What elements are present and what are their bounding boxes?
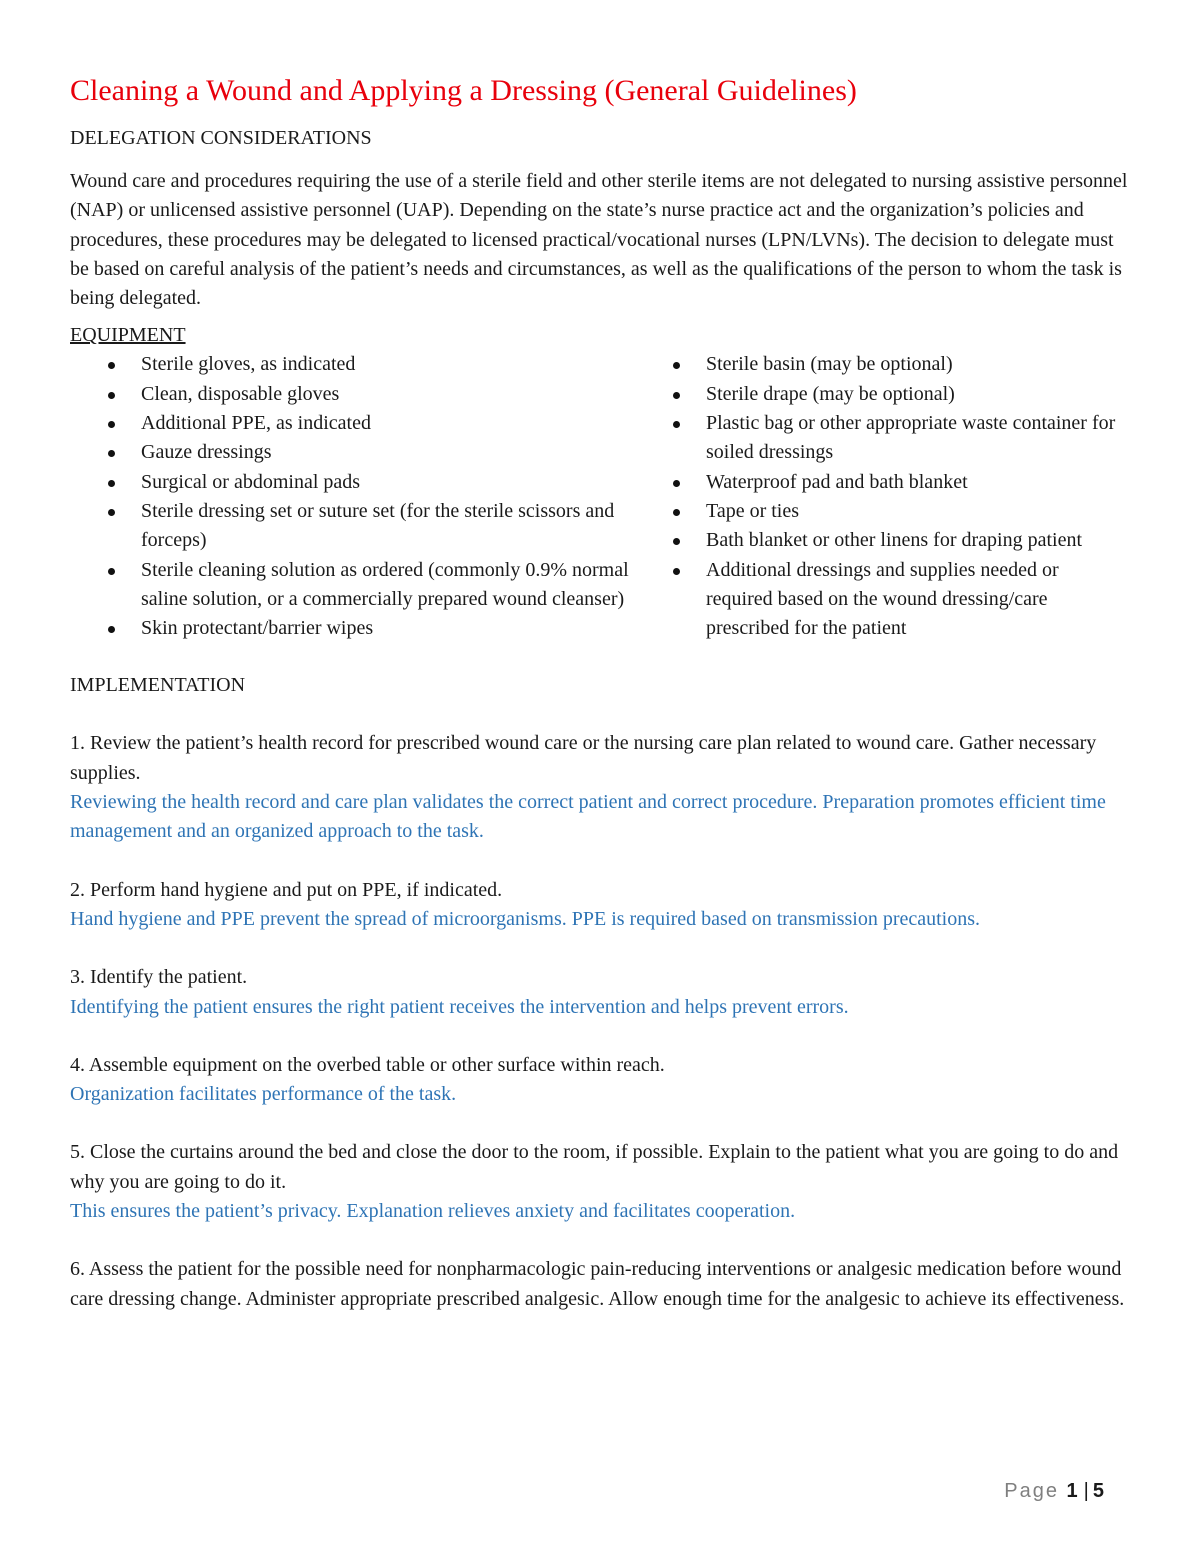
equipment-item-text: Skin protectant/barrier wipes [141,617,374,640]
equipment-item-text: Bath blanket or other linens for draping patient [706,529,1083,552]
bullet-icon [108,480,115,487]
page-footer [1004,1480,1106,1503]
equipment-item [635,380,1130,409]
equipment-item [635,526,1130,555]
bullet-icon [673,568,680,575]
step-action: 2. Perform hand hygiene and put on PPE, if indicated. [70,878,503,901]
bullet-icon [108,509,115,516]
footer-separator: | [1083,1480,1089,1502]
step-rationale: Identifying the patient ensures the right patient receives the intervention and helps prevent errors. [70,995,849,1018]
step-action: 1. Review the patient’s health record for prescribed wound care or the nursing care plan related to wound care. Gather necessary supplies. [70,732,1097,784]
bullet-icon [673,538,680,545]
bullet-icon [108,392,115,399]
equipment-item [70,380,635,409]
equipment-item-text: Waterproof pad and bath blanket [706,470,968,493]
bullet-icon [108,450,115,457]
equipment-item-text: Sterile cleaning solution as ordered (commonly 0.9% normal saline solution, or a commercially prepared wound cleanser) [141,558,629,610]
equipment-item [635,468,1130,497]
footer-total-pages: 5 [1092,1480,1106,1502]
equipment-item-text: Surgical or abdominal pads [141,470,361,493]
equipment-item-text: Clean, disposable gloves [141,382,340,405]
footer-current-page: 1 [1066,1480,1080,1502]
equipment-item-text: Additional dressings and supplies needed or required based on the wound dressing/care prescribed for the patient [706,558,1059,640]
implementation-heading: IMPLEMENTATION [70,674,246,697]
equipment-item [70,468,635,497]
document-page [70,72,1130,1314]
step-action: 4. Assemble equipment on the overbed table or other surface within reach. [70,1053,665,1076]
bullet-icon [673,392,680,399]
implementation-step [70,876,1130,935]
equipment-item [635,409,1130,468]
bullet-icon [673,362,680,369]
step-action: 3. Identify the patient. [70,966,248,989]
equipment-item [70,350,635,379]
equipment-item-text: Tape or ties [706,499,800,522]
implementation-step [70,1138,1130,1226]
equipment-item [70,438,635,467]
equipment-item-text: Plastic bag or other appropriate waste container for soiled dressings [706,412,1116,464]
document-title: Cleaning a Wound and Applying a Dressing (General Guidelines) [70,74,857,107]
equipment-list-right [635,350,1130,643]
equipment-item [70,497,635,556]
equipment-heading: EQUIPMENT [70,324,186,347]
equipment-item [635,350,1130,379]
step-action: 6. Assess the patient for the possible need for nonpharmacologic pain-reducing interventions or analgesic medication before wound care dressing change. Administer appropriate prescribed analgesic. Allow enough time for the analgesic to achieve its effectiveness. [70,1258,1125,1310]
bullet-icon [108,626,115,633]
step-rationale: Organization facilitates performance of the task. [70,1083,457,1106]
implementation-step [70,1051,1130,1110]
equipment-item [70,409,635,438]
step-rationale: Reviewing the health record and care plan validates the correct patient and correct procedure. Preparation promotes efficient time management and an organized approach to the task. [70,791,1106,843]
bullet-icon [108,362,115,369]
implementation-step [70,963,1130,1022]
step-rationale: Hand hygiene and PPE prevent the spread of microorganisms. PPE is required based on transmission precautions. [70,907,981,930]
implementation-step [70,729,1130,846]
equipment-list-left [70,350,635,643]
bullet-icon [108,568,115,575]
equipment-item-text: Gauze dressings [141,441,272,464]
implementation-step [70,1255,1130,1314]
delegation-heading: DELEGATION CONSIDERATIONS [70,127,372,149]
equipment-item-text: Sterile basin (may be optional) [706,353,953,376]
bullet-icon [673,421,680,428]
equipment-item-text: Sterile drape (may be optional) [706,382,955,405]
equipment-item [635,556,1130,644]
equipment-item [635,497,1130,526]
equipment-item [70,614,635,643]
equipment-item-text: Sterile dressing set or suture set (for the sterile scissors and forceps) [141,499,615,552]
delegation-text: Wound care and procedures requiring the use of a sterile field and other sterile items are not delegated to nursing assistive personnel (NAP) or unlicensed assistive personnel (UAP). Depending on the state’s nurse practice act and the organization’s policies and procedures, these procedures may be delegated to licensed practical/vocational nurses (LPN/LVNs). The decision to delegate must be based on careful analysis of the patient’s needs and circumstances, as well as the qualifications of the person to whom the task is being delegated. [70,170,1128,310]
step-action: 5. Close the curtains around the bed and close the door to the room, if possible. Explain to the patient what you are going to do and why you are going to do it. [70,1141,1119,1193]
equipment-columns [70,350,1130,643]
footer-page-word: Page [1004,1480,1059,1502]
implementation-steps [70,729,1130,1313]
equipment-item-text: Sterile gloves, as indicated [141,353,356,376]
bullet-icon [673,509,680,516]
equipment-item-text: Additional PPE, as indicated [141,412,371,435]
bullet-icon [108,421,115,428]
step-rationale: This ensures the patient’s privacy. Explanation relieves anxiety and facilitates cooperation. [70,1200,796,1223]
equipment-item [70,556,635,615]
bullet-icon [673,480,680,487]
